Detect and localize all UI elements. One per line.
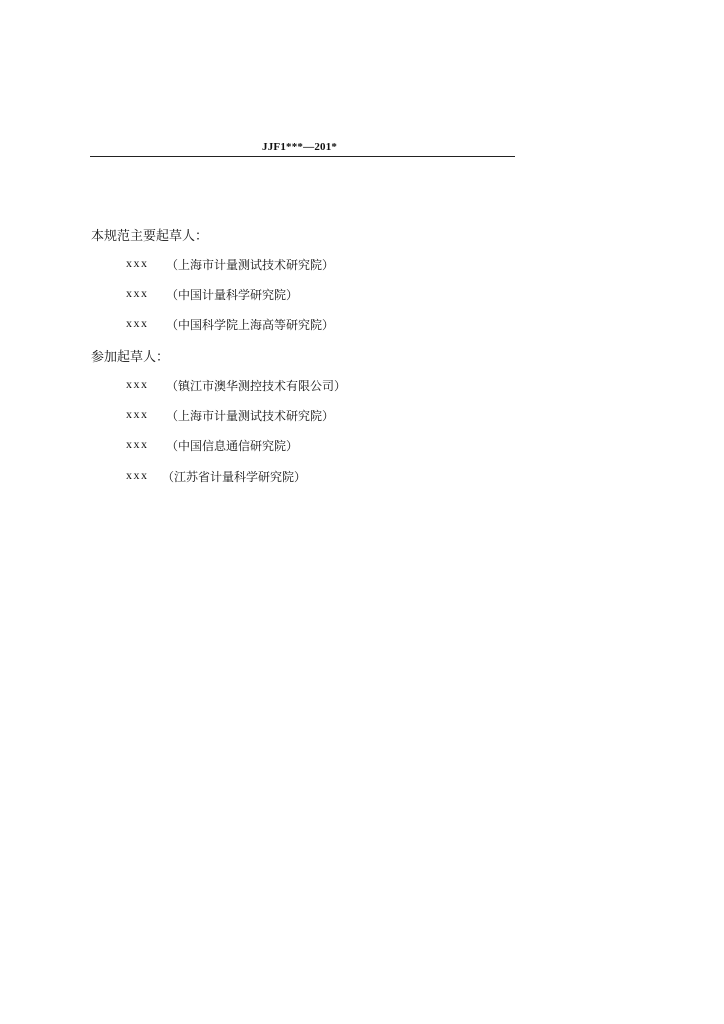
participating-drafters-heading: 参加起草人： [91,350,170,365]
standard-code: JJF1***—201* [262,141,338,153]
drafter-name: xxx [126,316,149,330]
drafter-name: xxx [126,377,149,391]
drafter-name: xxx [126,468,149,482]
drafter-name: xxx [126,407,149,421]
drafter-organization: （中国计量科学研究院） [166,288,299,302]
drafter-organization: （上海市计量测试技术研究院） [166,258,335,272]
header-rule [90,156,515,157]
drafter-organization: （上海市计量测试技术研究院） [166,409,335,423]
drafter-organization: （中国信息通信研究院） [166,439,299,453]
drafter-organization: （镇江市澳华测控技术有限公司） [166,379,347,393]
main-drafters-heading: 本规范主要起草人： [91,229,209,244]
drafter-name: xxx [126,286,149,300]
drafter-organization: （中国科学院上海高等研究院） [166,318,335,332]
drafter-organization: （江苏省计量科学研究院） [162,470,307,484]
drafter-name: xxx [126,256,149,270]
drafter-name: xxx [126,437,149,451]
